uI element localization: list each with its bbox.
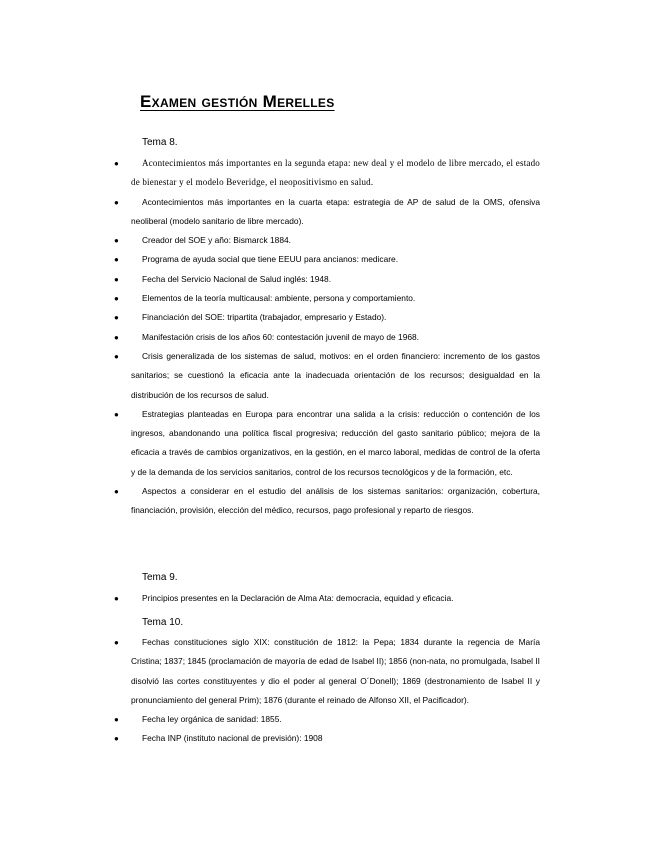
bullet-icon: ●: [114, 197, 119, 207]
section-heading-tema-9: Tema 9.: [142, 572, 178, 583]
list-item: ● Crisis generalizada de los sistemas de salud, motivos: en el orden financiero: incremento de los gastos sanitarios; se cuestionó la eficacia ante la inadecuada orientación de los recursos; desigualdad en la distribución de los recursos de salud.: [0, 347, 655, 405]
bullet-icon: ●: [114, 409, 119, 419]
bullet-icon: ●: [114, 487, 119, 497]
list-item: ● Principios presentes en la Declaración de Alma Ata: democracia, equidad y eficacia.: [0, 589, 655, 608]
bullet-icon: ●: [114, 594, 119, 603]
bullet-icon: ●: [114, 159, 120, 168]
bullet-icon: ●: [114, 332, 119, 342]
document-title: Examen gestión Merelles: [140, 92, 335, 111]
item-list: [0, 154, 655, 521]
bullet-icon: ●: [114, 274, 119, 284]
list-item: ● Fechas constituciones siglo XIX: constitución de 1812: la Pepa; 1834 durante la regencia de María Cristina; 1837; 1845 (proclamación de mayoría de edad de Isabel II); 1856 (non-nata, no promulgada, Isabel II disolvió las cortes constituyentes y dio el poder al general O´Donell); 1869 (destronamiento de Isabel II y pronunciamiento del general Prim); 1876 (durante el reinado de Alfonso XII, el Pacificador).: [0, 633, 655, 710]
bullet-icon: ●: [114, 255, 119, 265]
list-item: ● Creador del SOE y año: Bismarck 1884.: [0, 231, 655, 250]
bullet-icon: ●: [114, 734, 119, 744]
section-tema-10: [0, 633, 655, 749]
item-list: [0, 589, 655, 608]
section-heading-tema-8: Tema 8.: [142, 137, 178, 148]
bullet-icon: ●: [114, 313, 119, 323]
list-item: ● Aspectos a considerar en el estudio del análisis de los sistemas sanitarios: organización, cobertura, financiación, provisión, elección del médico, recursos, pago profesional y reparto de riesgos.: [0, 482, 655, 521]
list-item: ● Financiación del SOE: tripartita (trabajador, empresario y Estado).: [0, 308, 655, 327]
list-item: ● Fecha del Servicio Nacional de Salud inglés: 1948.: [0, 270, 655, 289]
list-item: ● Estrategias planteadas en Europa para encontrar una salida a la crisis: reducción o contención de los ingresos, abandonando una política fiscal progresiva; reducción del gasto sanitario público; mejora de la eficacia a través de cambios organizativos, en la gestión, en el marco laboral, medidas de control de la oferta y de la demanda de los servicios sanitarios, control de los recursos tecnológicos y de la formación, etc.: [0, 405, 655, 482]
list-item: ● Elementos de la teoría multicausal: ambiente, persona y comportamiento.: [0, 289, 655, 308]
bullet-icon: ●: [114, 715, 119, 725]
bullet-icon: ●: [114, 294, 119, 304]
list-item: ● Fecha INP (instituto nacional de previsión): 1908: [0, 729, 655, 748]
list-item: ● Programa de ayuda social que tiene EEUU para ancianos: medicare.: [0, 250, 655, 269]
list-item: ● Manifestación crisis de los años 60: contestación juvenil de mayo de 1968.: [0, 328, 655, 347]
list-item: ● Acontecimientos más importantes en la cuarta etapa: estrategia de AP de salud de la OMS, ofensiva neoliberal (modelo sanitario de libre mercado).: [0, 193, 655, 232]
list-item: ● Fecha ley orgánica de sanidad: 1855.: [0, 710, 655, 729]
section-tema-8: [0, 154, 655, 521]
section-heading-tema-10: Tema 10.: [142, 617, 184, 628]
list-item: ● Acontecimientos más importantes en la segunda etapa: new deal y el modelo de libre mercado, el estado de bienestar y el modelo Beveridge, el neopositivismo en salud.: [0, 154, 655, 193]
bullet-icon: ●: [114, 236, 119, 246]
bullet-icon: ●: [114, 351, 119, 361]
bullet-icon: ●: [114, 638, 119, 647]
section-tema-9: [0, 589, 655, 608]
item-list: [0, 633, 655, 749]
